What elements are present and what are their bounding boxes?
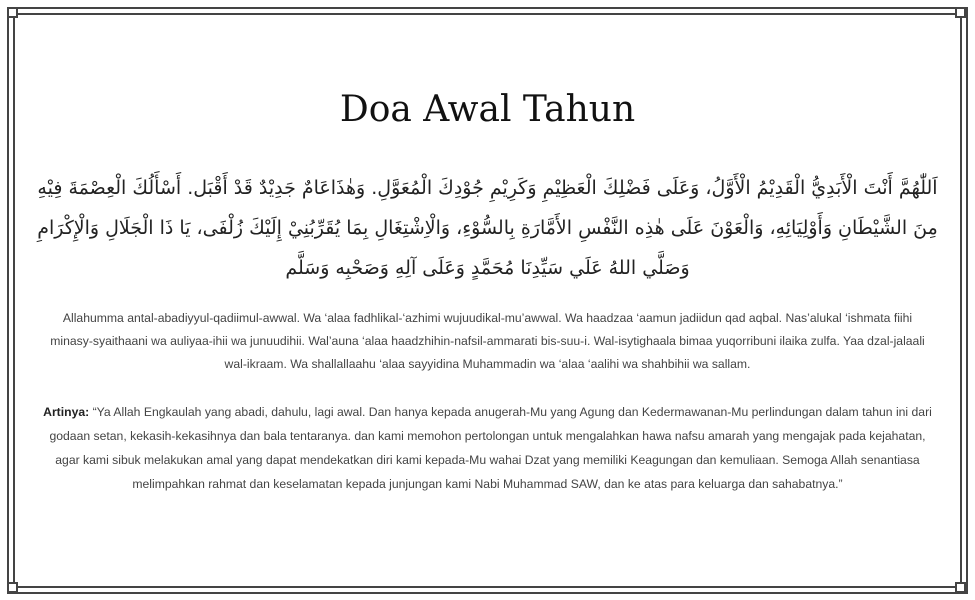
arabic-prayer-text: اَللّٰهُمَّ أَنْتَ الْأَبَدِيُّ الْقَدِيْمُ الْأَوَّلُ، وَعَلَى فَضْلِكَ الْعَظِيْمِ وَكَرِيْمِ جُوْدِكَ الْمُعَوَّلِ. وَهٰذَاعَامٌ جَدِيْدٌ قَدْ أَقْبَل. أَسْأَلُكَ الْعِصْمَةَ فِيْهِ مِنَ الشَّيْطَانِ وَأَوْلِيَائِهِ، وَالْعَوْنَ عَلَى هٰذِه النَّفْسِ الأَمَّارَةِ بِالسُّوْءِ، وَالْاِشْتِغَالِ بِمَا يُقَرِّبُنِيْ إِلَيْكَ زُلْفَى، يَا ذَا الْجَلَالِ وَالْإِكْرَامِ وَصَلَّي اللهُ عَلَي سَيِّدِنَا مُحَمَّدٍ وَعَلَى آلِهِ وَصَحْبِه وَسَلَّم [37,177,938,279]
frame-corner-bottom-left [7,582,18,593]
frame-corner-bottom-right [955,582,966,593]
meaning-text: “Ya Allah Engkaulah yang abadi, dahulu, lagi awal. Dan hanya kepada anugerah-Mu yang Agung dan Kedermawanan-Mu perlindungan dalam tahun ini dari godaan setan, kekasih-kekasihnya dan bala tentaranya. dan kami memohon pertolongan untuk mengalahkan hawa nafsu amarah yang mengajak pada kejahatan, agar kami sibuk melakukan amal yang dapat mendekatkan diri kami kepada-Mu wahai Dzat yang memiliki Keagungan dan kemuliaan. Semoga Allah senantiasa melimpahkan rahmat dan keselamatan kepada junjungan kami Nabi Muhammad SAW, dan ke atas para keluarga dan sahabatnya.” [49,405,932,491]
frame-corner-top-right [955,7,966,18]
page-title: Doa Awal Tahun [339,89,636,130]
transliteration-text: Allahumma antal-abadiyyul-qadiimul-awwal. Wa ‘alaa fadhlikal-‘azhimi wujuudikal-mu’awwal. Wa haadzaa ‘aamun jadiidun qad aqbal. Nas’alukal ‘ishmata fiihi minasy-syaithaani wa auliyaa-ihii wa junuudihii. Wal’auna ‘alaa haadzhihin-nafsil-ammarati bis-suu-i. Wal-isytighaala bimaa yuqorribuni ilaika zulfa. Yaa dzal-jalaali wal-ikraam. Wa shallallaahu ‘alaa sayyidina Muhammadin wa ‘alaa ‘aalihi wa shahbihii wa sallam. [50,311,925,371]
meaning-label: Artinya: [43,405,90,419]
frame-corner-top-left [7,7,18,18]
meaning-paragraph [40,400,935,496]
